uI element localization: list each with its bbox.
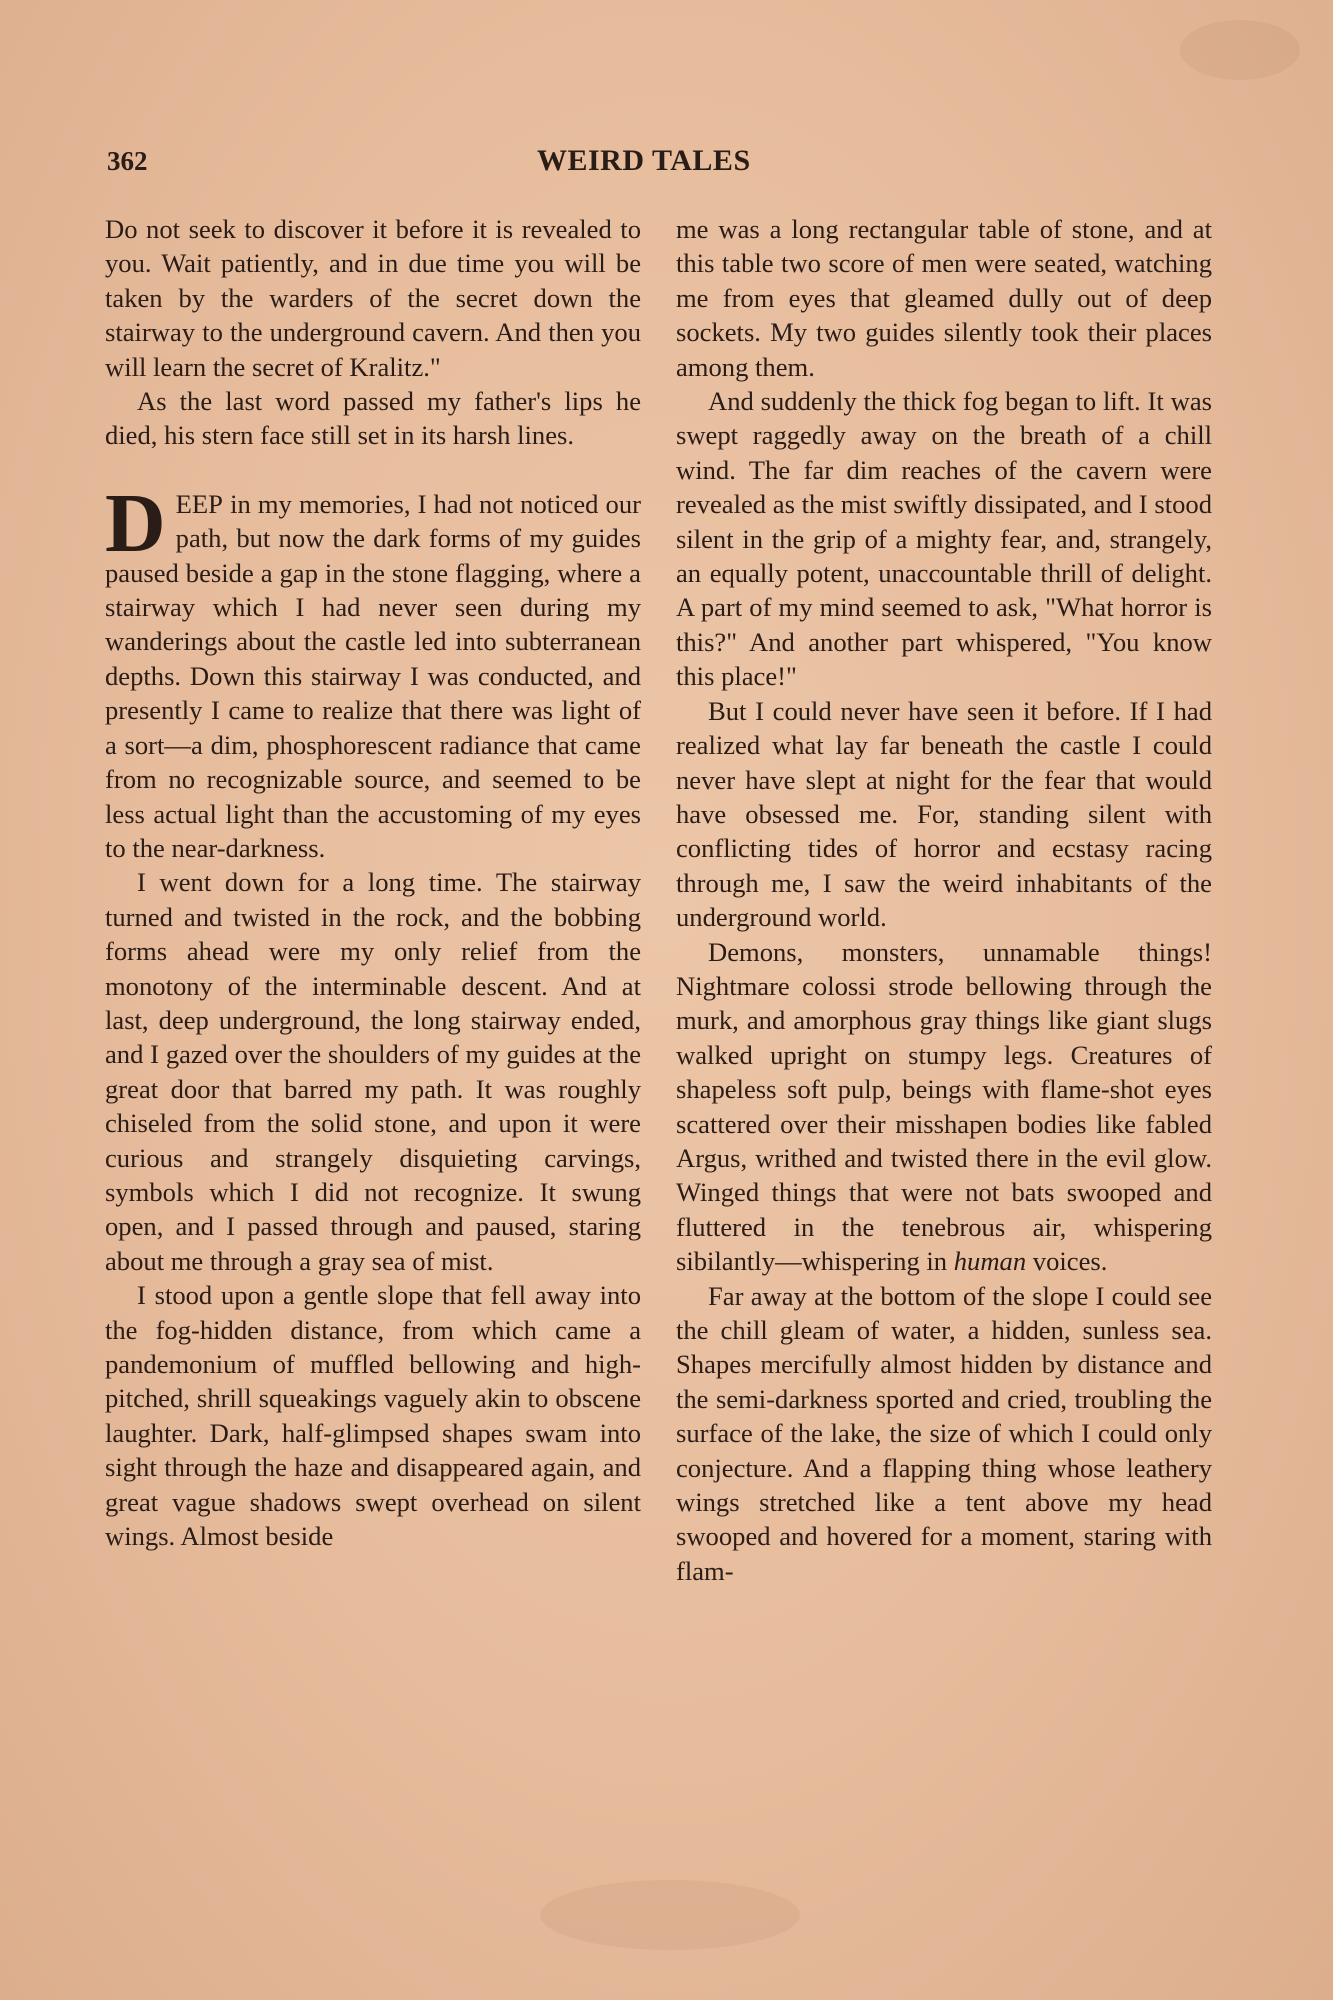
- paragraph: me was a long rectangular table of stone, and at this table two score of men were seated, watching me from eyes that gleamed dully out of deep sockets. My two guides silently took their places among them.: [676, 214, 1212, 382]
- paragraph-with-drop-cap: [105, 476, 641, 865]
- paragraph-text: Demons, monsters, unnamable things! Nightmare colossi strode bellowing through the murk, and amorphous gray things like giant slugs walked upright on stumpy legs. Creatures of shapeless soft pulp, beings with flame-shot eyes scattered over their misshapen bodies like fabled Argus, writhed and twisted there in the evil glow. Winged things that were not bats swooped and fluttered in the tenebrous air, whispering sibilantly—whispering in: [676, 936, 1212, 1277]
- paper-stain: [1180, 20, 1300, 80]
- paragraph: As the last word passed my father's lips he died, his stern face still set in its harsh lines.: [105, 386, 641, 451]
- paragraph-text: in my memories, I had not noticed our path, but now the dark forms of my guides paused beside a gap in the stone flagging, where a stairway which I had never seen during my wanderings about the castle led into subterranean depths. Down this stairway I was conducted, and presently I came to realize that there was light of a sort—a dim, phosphorescent radiance that came from no recognizable source, and seemed to be less actual light than the accustoming of my eyes to the near-darkness.: [105, 488, 641, 863]
- paragraph: I stood upon a gentle slope that fell away into the fog-hidden distance, from which came a pandemonium of muffled bellowing and high-pitched, shrill squeakings vaguely akin to obscene laughter. Dark, half-glimpsed shapes swam into sight through the haze and disappeared again, and great vague shadows swept overhead on silent wings. Almost beside: [105, 1280, 641, 1552]
- paragraph: And suddenly the thick fog began to lift. It was swept raggedly away on the breath of a chill wind. The far dim reaches of the cavern were revealed as the mist swiftly dissipated, and I stood silent in the grip of a mighty fear, and, strangely, an equally potent, unaccountable thrill of delight. A part of my mind seemed to ask, "What horror is this?" And another part whispered, "You know this place!": [676, 386, 1212, 692]
- right-column: [676, 212, 1212, 1588]
- paragraph: [676, 935, 1212, 1279]
- paragraph: I went down for a long time. The stairway turned and twisted in the rock, and the bobbing forms ahead were my only relief from the monotony of the interminable descent. And at last, deep underground, the long stairway ended, and I gazed over the shoulders of my guides at the great door that barred my path. It was roughly chiseled from the solid stone, and upon it were curious and strangely disquieting carvings, symbols which I did not recognize. It swung open, and I passed through and paused, staring about me through a gray sea of mist.: [105, 867, 641, 1276]
- drop-cap: D: [105, 476, 166, 570]
- italic-word: human: [953, 1246, 1027, 1277]
- page-header: [107, 146, 1215, 186]
- paper-stain: [540, 1880, 800, 1950]
- running-title: WEIRD TALES: [537, 144, 751, 177]
- paragraph-text: voices.: [1026, 1246, 1108, 1277]
- page-number: 362: [107, 146, 148, 176]
- paragraph: But I could never have seen it before. If I had realized what lay far beneath the castle I could never have slept at night for the fear that would have obsessed me. For, standing silent with conflicting tides of horror and ecstasy racing through me, I saw the weird inhabitants of the underground world.: [676, 695, 1212, 933]
- left-column: [105, 212, 641, 1553]
- small-caps-lead: EEP: [175, 488, 223, 519]
- paragraph: Far away at the bottom of the slope I could see the chill gleam of water, a hidden, sunless sea. Shapes mercifully almost hidden by distance and the semi-darkness sported and cried, troubling the surface of the lake, the size of which I could only conjecture. And a flapping thing whose leathery wings stretched like a tent above my head swooped and hovered for a moment, staring with flam-: [676, 1280, 1212, 1586]
- paragraph: Do not seek to discover it before it is revealed to you. Wait patiently, and in due time you will be taken by the warders of the secret down the stairway to the underground cavern. And then you will learn the secret of Kralitz.": [105, 214, 641, 382]
- section-break: [105, 453, 641, 487]
